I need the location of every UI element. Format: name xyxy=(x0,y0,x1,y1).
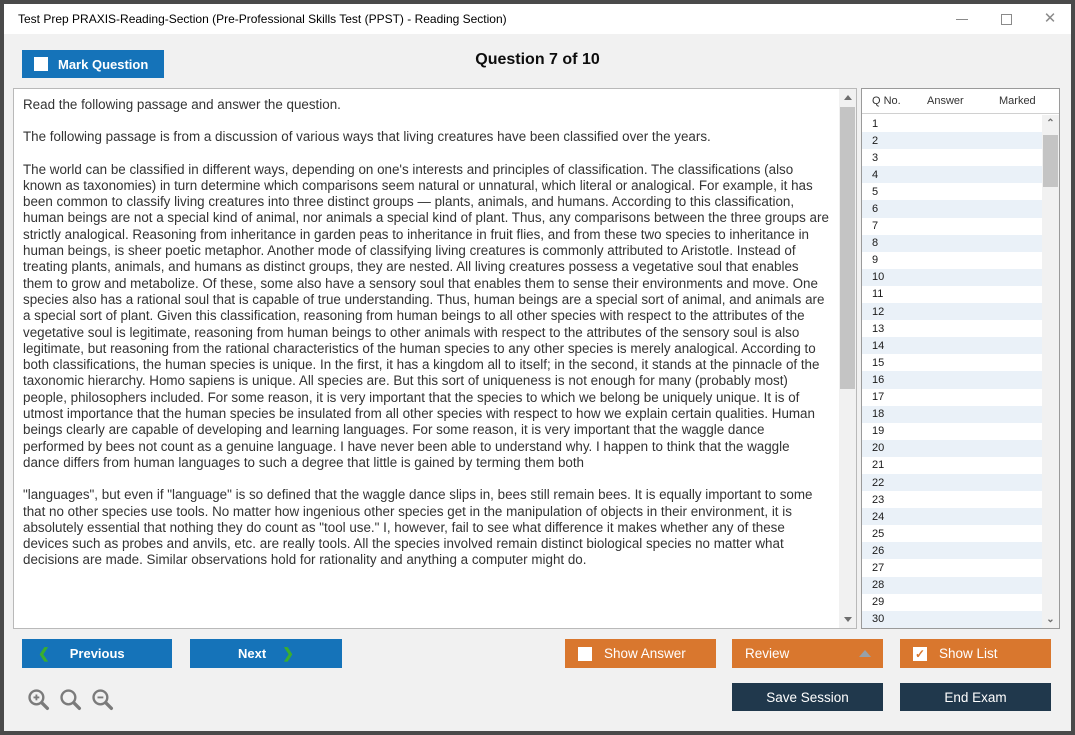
question-counter: Question 7 of 10 xyxy=(475,51,600,68)
cell-q: 3 xyxy=(872,151,879,164)
show-list-label: Show List xyxy=(939,646,998,661)
end-exam-label: End Exam xyxy=(944,689,1007,705)
question-list-row[interactable] xyxy=(862,371,1042,388)
passage-scroll-thumb[interactable] xyxy=(840,107,855,389)
cell-q: 4 xyxy=(872,168,879,181)
cell-q: 20 xyxy=(872,442,885,455)
question-list-row[interactable] xyxy=(862,286,1042,303)
question-list-row[interactable] xyxy=(862,440,1042,457)
question-list-row[interactable] xyxy=(862,337,1042,354)
zoom-toolbar xyxy=(26,687,115,712)
cell-q: 1 xyxy=(872,117,879,130)
question-list-row[interactable] xyxy=(862,389,1042,406)
question-list-rows xyxy=(862,115,1042,628)
show-answer-label: Show Answer xyxy=(604,646,686,661)
review-button[interactable] xyxy=(732,639,883,668)
passage-scroll-up-icon[interactable] xyxy=(839,89,856,106)
passage-scrollbar[interactable] xyxy=(839,89,856,628)
show-list-button[interactable] xyxy=(900,639,1051,668)
cell-q: 21 xyxy=(872,459,885,472)
question-list-row[interactable] xyxy=(862,218,1042,235)
question-list-row[interactable] xyxy=(862,594,1042,611)
question-list-scroll-thumb[interactable] xyxy=(1043,135,1058,187)
cell-q: 6 xyxy=(872,203,879,216)
next-button[interactable] xyxy=(190,639,342,668)
header-bar xyxy=(4,34,1071,88)
question-list-row[interactable] xyxy=(862,577,1042,594)
cell-q: 10 xyxy=(872,271,885,284)
cell-q: 14 xyxy=(872,339,885,352)
question-list-row[interactable] xyxy=(862,542,1042,559)
previous-button[interactable] xyxy=(22,639,172,668)
passage-text xyxy=(14,89,839,628)
zoom-reset-icon[interactable] xyxy=(58,687,83,712)
passage-paragraph-2: "languages", but even if "language" is so defined that the waggle dance slips in, bees still remain bees. It is equally important to some that no other species use tools. No matter how ingenious other species get in the manipulation of objects in their environment, it is absolutely essential that nothing they do count as "tool use." I, however, fail to see what difference it makes whether any of these devices such as probes and anvils, etc. are really tools. All the species involved remain distinct biological species no matter what decisions are made. Similar observations hold for rationality and anything a computer might do. xyxy=(23,487,813,568)
end-exam-button[interactable] xyxy=(900,683,1051,711)
cell-q: 9 xyxy=(872,254,879,267)
cell-q: 2 xyxy=(872,134,879,147)
question-list-row[interactable] xyxy=(862,115,1042,132)
cell-q: 18 xyxy=(872,408,885,421)
question-list-row[interactable] xyxy=(862,320,1042,337)
cell-q: 27 xyxy=(872,561,885,574)
cell-q: 11 xyxy=(872,288,884,301)
question-list-row[interactable] xyxy=(862,235,1042,252)
chevron-left-icon: ❮ xyxy=(38,645,50,661)
mark-question-button[interactable] xyxy=(22,50,164,78)
question-list-row[interactable] xyxy=(862,183,1042,200)
cell-q: 16 xyxy=(872,373,885,386)
zoom-out-icon[interactable] xyxy=(90,687,115,712)
save-session-button[interactable] xyxy=(732,683,883,711)
passage-intro: The following passage is from a discussion of various ways that living creatures have been classified over the years. xyxy=(23,129,711,145)
column-marked: Marked xyxy=(999,95,1036,107)
passage-panel xyxy=(13,88,857,629)
question-list-header xyxy=(862,89,1059,114)
question-list-scrollbar[interactable] xyxy=(1042,115,1059,628)
question-list-row[interactable] xyxy=(862,166,1042,183)
question-list-panel xyxy=(861,88,1060,629)
cell-q: 30 xyxy=(872,613,885,626)
cell-q: 8 xyxy=(872,237,879,250)
cell-q: 7 xyxy=(872,220,879,233)
question-list-row[interactable] xyxy=(862,559,1042,576)
minimize-icon[interactable] xyxy=(955,12,969,26)
show-answer-button[interactable] xyxy=(565,639,716,668)
cell-q: 25 xyxy=(872,527,885,540)
question-list-row[interactable] xyxy=(862,611,1042,628)
question-list-row[interactable] xyxy=(862,149,1042,166)
cell-q: 12 xyxy=(872,305,885,318)
cell-q: 24 xyxy=(872,510,885,523)
close-icon[interactable]: ✕ xyxy=(1043,10,1057,27)
mark-question-label: Mark Question xyxy=(58,56,149,72)
cell-q: 17 xyxy=(872,391,885,404)
check-icon: ✓ xyxy=(914,646,926,661)
question-list-row[interactable] xyxy=(862,200,1042,217)
question-list-row[interactable] xyxy=(862,132,1042,149)
question-list-row[interactable] xyxy=(862,508,1042,525)
cell-q: 29 xyxy=(872,596,885,609)
question-list-row[interactable] xyxy=(862,406,1042,423)
maximize-icon[interactable] xyxy=(999,12,1013,26)
question-list-scroll-down-icon[interactable]: ⌄ xyxy=(1046,613,1055,625)
caret-up-icon xyxy=(859,650,871,657)
cell-q: 15 xyxy=(872,356,885,369)
previous-label: Previous xyxy=(69,646,125,661)
footer-bar xyxy=(4,629,1071,731)
cell-q: 22 xyxy=(872,476,885,489)
show-list-checkbox-icon xyxy=(913,647,927,661)
save-session-label: Save Session xyxy=(766,689,849,705)
question-list-scroll-up-icon[interactable]: ⌃ xyxy=(1046,117,1055,129)
question-list-row[interactable] xyxy=(862,525,1042,542)
question-list-row[interactable] xyxy=(862,423,1042,440)
column-q-no: Q No. xyxy=(872,95,901,107)
question-list-row[interactable] xyxy=(862,303,1042,320)
cell-q: 26 xyxy=(872,544,885,557)
question-list-row[interactable] xyxy=(862,457,1042,474)
mark-question-checkbox-icon xyxy=(34,57,48,71)
cell-q: 23 xyxy=(872,493,885,506)
column-answer: Answer xyxy=(927,95,964,107)
show-answer-checkbox-icon xyxy=(578,647,592,661)
cell-q: 5 xyxy=(872,185,879,198)
cell-q: 28 xyxy=(872,579,885,592)
cell-q: 13 xyxy=(872,322,885,335)
zoom-in-icon[interactable] xyxy=(26,687,51,712)
passage-paragraph-1: The world can be classified in different ways, depending on one's interests and principles of classification. The classifications (also known as taxonomies) in turn determine which comparisons seem natural or unnatural, which literal or analogical. For example, it has been common to classify living creatures into three distinct groups — plants, animals, and humans. According to this classification, human beings are not a special kind of animal, nor animals a special kind of plant. Thus, any comparisons between the three groups are strictly analogical. Reasoning from inheritance in garden peas to inheritance in fruit flies, and from these two species to inheritance in human beings, is sheer poetic metaphor. Another mode of classifying living creatures is commonly attributed to Aristotle. Instead of treating plants, animals, and humans as distinct groups, they are nested. All living creatures possess a vegetative soul that enables them to grow and metabolize. Of these, some also have a sensory soul that enables them to sense their environments and move. One species also has a rational soul that is capable of true understanding. Thus, human beings are a special sort of animal, and animals are a special sort of plant. Given this classification, reasoning from human beings to all other species with respect to the attributes of the vegetative soul is legitimate, reasoning from human beings to other animals with respect to the attributes of the sensory soul is also legitimate, but reasoning from the rational characteristics of the human species to any other species is merely analogical. According to both classifications, the human species is unique. In the first, it has a kingdom all to itself; in the second, it stands at the pinnacle of the taxonomic hierarchy. Homo sapiens is unique. All species are. But this sort of uniqueness is not enough for many (probably most) people, philosophers included. For some reason, it is very important that the species to which we belong be uniquely unique. It is of utmost importance that the human species be insulated from all other species with respect to how we explain certain qualities. Human beings clearly are capable of developing and learning languages. For some reason, it is very important that the waggle dance performed by bees not count as a genuine language. I have never been able to understand why. I happen to think that the waggle dance differs from human languages to such a degree that little is gained by terming them both xyxy=(23,161,829,470)
chevron-right-icon: ❯ xyxy=(282,645,294,661)
next-label: Next xyxy=(238,646,267,661)
window-controls xyxy=(955,4,1057,34)
title-bar xyxy=(4,4,1071,34)
question-list-row[interactable] xyxy=(862,474,1042,491)
question-list-row[interactable] xyxy=(862,491,1042,508)
window-title: Test Prep PRAXIS-Reading-Section (Pre-Professional Skills Test (PPST) - Reading Section) xyxy=(18,12,507,26)
passage-instruction: Read the following passage and answer the question. xyxy=(23,97,341,112)
question-list-row[interactable] xyxy=(862,269,1042,286)
cell-q: 19 xyxy=(872,425,885,438)
passage-scroll-down-icon[interactable] xyxy=(839,611,856,628)
question-list-row[interactable] xyxy=(862,354,1042,371)
review-label: Review xyxy=(745,646,790,661)
question-list-row[interactable] xyxy=(862,252,1042,269)
